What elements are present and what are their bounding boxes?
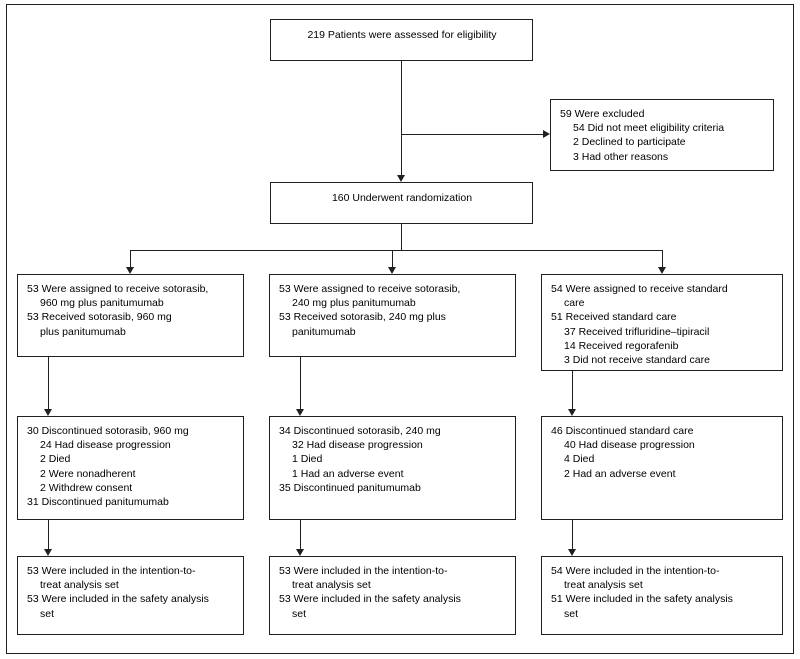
node-arm2-assigned-line-2: 240 mg plus panitumumab (292, 297, 416, 310)
node-arm2-disc-line-4: 1 Had an adverse event (292, 467, 404, 480)
node-arm3-analysis-line-3: 51 Were included in the safety analysis (551, 593, 733, 606)
arrow-bus-to-arm1 (126, 267, 134, 274)
node-arm3-assigned-line-2: care (564, 297, 585, 310)
node-arm1-analysis (17, 556, 244, 635)
node-arm2-analysis (269, 556, 516, 635)
node-arm2-analysis-line-3: 53 Were included in the safety analysis (279, 593, 461, 606)
node-arm2-analysis-line-1: 53 Were included in the intention-to- (279, 565, 448, 577)
node-arm3-assigned-line-3: 51 Received standard care (551, 311, 677, 324)
connector-arm2-discontinued-to-analysis (300, 520, 301, 549)
node-arm3-disc-line-1: 46 Discontinued standard care (551, 425, 694, 437)
node-excluded-line-2: 54 Did not meet eligibility criteria (573, 122, 725, 135)
arrow-arm3-assigned-to-discontinued (568, 409, 576, 416)
node-arm3-analysis-line-4: set (564, 607, 579, 620)
node-arm1-assigned-line-1: 53 Were assigned to receive sotorasib, (27, 283, 209, 295)
node-arm1-analysis-line-3: 53 Were included in the safety analysis (27, 593, 209, 606)
node-arm3-disc-line-3: 4 Died (564, 453, 595, 466)
node-arm3-analysis-line-1: 54 Were included in the intention-to- (551, 565, 720, 577)
node-arm3-disc-line-4: 2 Had an adverse event (564, 467, 676, 480)
arrow-arm3-discontinued-to-analysis (568, 549, 576, 556)
arrow-arm1-assigned-to-discontinued (44, 409, 52, 416)
node-arm3-assigned-line-5: 14 Received regorafenib (564, 339, 679, 352)
node-arm1-assigned-line-3: 53 Received sotorasib, 960 mg (27, 311, 172, 324)
connector-arm3-discontinued-to-analysis (572, 520, 573, 549)
connector-bus-to-arm2 (392, 250, 393, 267)
node-arm3-assigned (541, 274, 783, 371)
node-assessed-for-eligibility (270, 19, 533, 61)
connector-assessed-to-randomization (401, 61, 402, 175)
node-arm2-assigned-line-1: 53 Were assigned to receive sotorasib, (279, 283, 461, 295)
node-arm2-disc-line-1: 34 Discontinued sotorasib, 240 mg (279, 425, 441, 437)
node-arm1-analysis-line-1: 53 Were included in the intention-to- (27, 565, 196, 577)
node-arm3-analysis (541, 556, 783, 635)
node-arm1-analysis-line-2: treat analysis set (40, 579, 119, 592)
node-arm2-discontinued (269, 416, 516, 520)
connector-bus-to-arm3 (662, 250, 663, 267)
connector-arm1-assigned-to-discontinued (48, 357, 49, 409)
arrow-trunk-to-excluded (543, 130, 550, 138)
node-excluded (550, 99, 774, 171)
connector-randomization-down (401, 224, 402, 250)
node-arm2-analysis-line-4: set (292, 607, 307, 620)
arrow-bus-to-arm3 (658, 267, 666, 274)
node-randomized-line-1: 160 Underwent randomization (331, 192, 473, 204)
arrow-arm2-discontinued-to-analysis (296, 549, 304, 556)
arrow-arm2-assigned-to-discontinued (296, 409, 304, 416)
connector-randomization-bus (130, 250, 662, 251)
arrow-arm1-discontinued-to-analysis (44, 549, 52, 556)
connector-bus-to-arm1 (130, 250, 131, 267)
connector-arm1-discontinued-to-analysis (48, 520, 49, 549)
node-arm1-disc-line-6: 31 Discontinued panitumumab (27, 496, 169, 509)
connector-arm3-assigned-to-discontinued (572, 371, 573, 409)
node-arm2-assigned-line-3: 53 Received sotorasib, 240 mg plus (279, 311, 446, 324)
arrow-assessed-to-randomization (397, 175, 405, 182)
node-arm1-discontinued (17, 416, 244, 520)
node-arm2-disc-line-2: 32 Had disease progression (292, 439, 423, 452)
node-assessed-line-1: 219 Patients were assessed for eligibility (307, 29, 497, 41)
node-excluded-line-3: 2 Declined to participate (573, 136, 686, 149)
node-arm1-disc-line-4: 2 Were nonadherent (40, 467, 136, 480)
node-underwent-randomization (270, 182, 533, 224)
node-excluded-line-1: 59 Were excluded (560, 108, 645, 120)
node-arm3-analysis-line-2: treat analysis set (564, 579, 643, 592)
node-arm3-disc-line-2: 40 Had disease progression (564, 439, 695, 452)
node-arm1-disc-line-5: 2 Withdrew consent (40, 481, 133, 494)
arrow-bus-to-arm2 (388, 267, 396, 274)
node-arm2-disc-line-3: 1 Died (292, 453, 323, 466)
node-excluded-line-4: 3 Had other reasons (573, 150, 669, 163)
node-arm3-assigned-line-1: 54 Were assigned to receive standard (551, 283, 728, 295)
node-arm2-assigned-line-4: panitumumab (292, 325, 356, 338)
node-arm3-assigned-line-4: 37 Received trifluridine–tipiracil (564, 325, 710, 338)
node-arm1-assigned (17, 274, 244, 357)
node-arm1-assigned-line-4: plus panitumumab (40, 325, 126, 338)
node-arm1-disc-line-1: 30 Discontinued sotorasib, 960 mg (27, 425, 189, 437)
connector-trunk-to-excluded (401, 134, 543, 135)
connector-arm2-assigned-to-discontinued (300, 357, 301, 409)
node-arm1-analysis-line-4: set (40, 607, 55, 620)
node-arm2-disc-line-5: 35 Discontinued panitumumab (279, 481, 421, 494)
node-arm1-disc-line-3: 2 Died (40, 453, 71, 466)
node-arm2-analysis-line-2: treat analysis set (292, 579, 371, 592)
node-arm2-assigned (269, 274, 516, 357)
node-arm3-assigned-line-6: 3 Did not receive standard care (564, 354, 710, 367)
node-arm1-disc-line-2: 24 Had disease progression (40, 439, 171, 452)
node-arm1-assigned-line-2: 960 mg plus panitumumab (40, 297, 164, 310)
node-arm3-discontinued (541, 416, 783, 520)
